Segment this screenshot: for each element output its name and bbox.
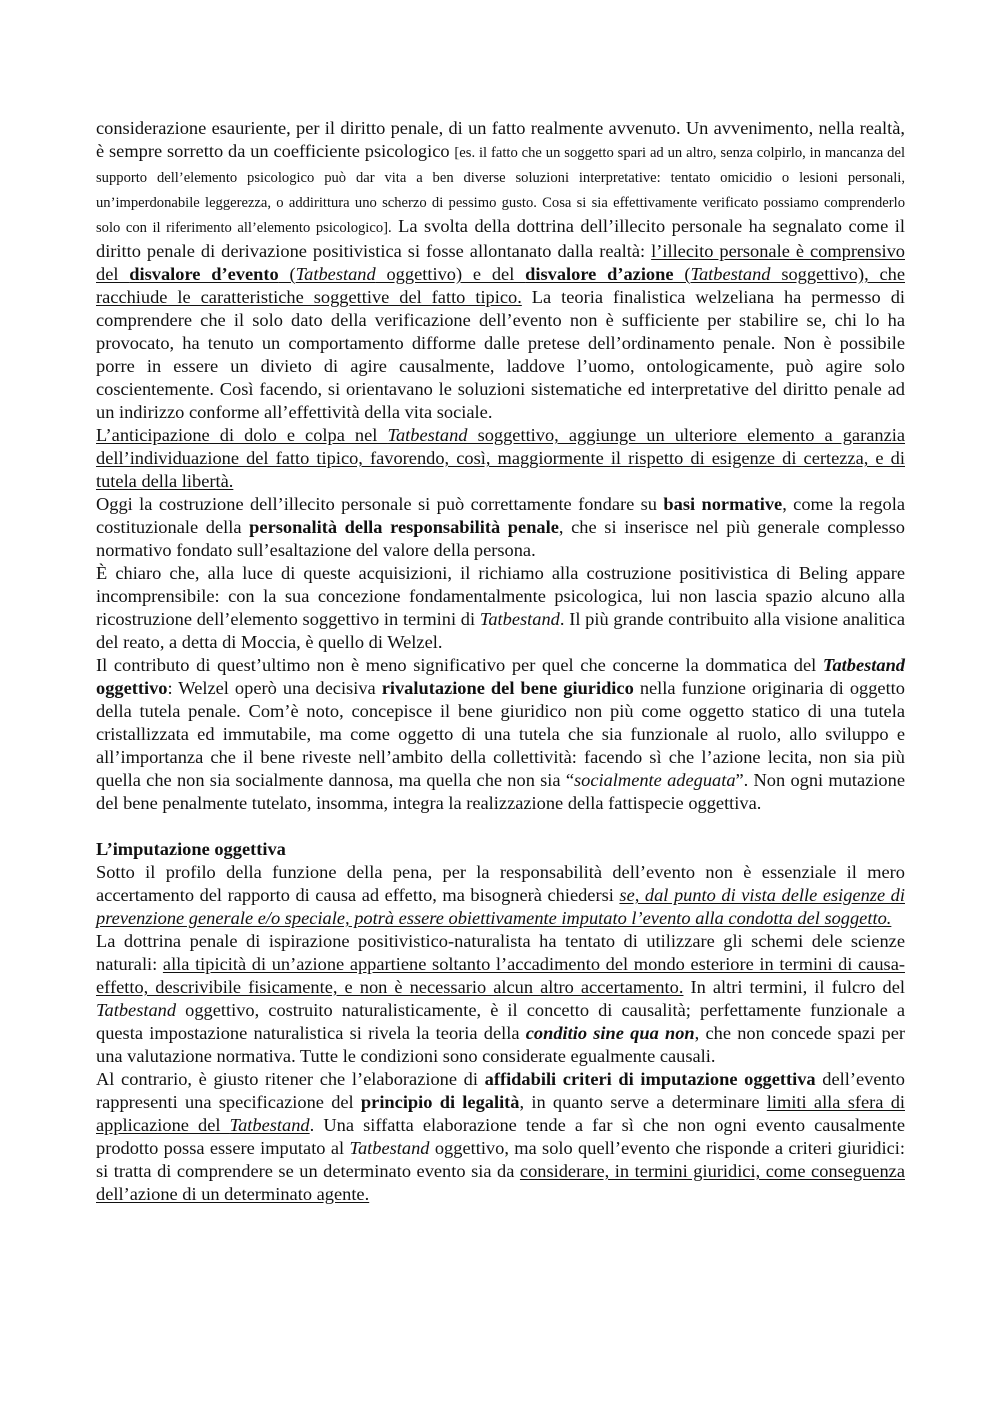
text: oggettivo, costruito naturalisticamente, è il concetto di causalità; perfettamente funzionale a questa impostazione naturalistica si rivela la teoria della: [96, 1000, 905, 1043]
text: soggettivo, aggiunge un ulteriore elemento a garanzia dell’individuazione del fatto tipico, favorendo, così, maggiormente il rispetto di esigenze di certezza, e di tutela della libertà.: [96, 425, 906, 491]
paragraph-3: [96, 493, 905, 562]
text: (: [673, 264, 691, 284]
paragraph-1: [96, 117, 905, 424]
text: Una siffatta elaborazione tende a far sì che non ogni evento causalmente prodotto possa essere imputato al: [96, 1115, 905, 1158]
paragraph-2: [96, 424, 905, 493]
text: l’illecito personale è comprensivo del: [96, 241, 905, 284]
paragraph-7: [96, 930, 905, 1068]
bold-term: affidabili criteri di imputazione oggettiva: [484, 1069, 816, 1089]
text: Al contrario, è giusto ritener che l’elaborazione di: [96, 1069, 485, 1089]
text: , come la regola costituzionale della: [96, 494, 905, 537]
text: È chiaro che, alla luce di queste acquisizioni, il richiamo alla costruzione positivistica di Beling appare incomprensibile: con la sua concezione fondamentalmente psicologica, lui non lascia spazio alcuno alla ricostruzione dell’elemento soggettivo in termini di: [96, 563, 905, 629]
italic-term: Tatbestand: [690, 264, 771, 284]
text: : Welzel operò una decisiva: [167, 678, 382, 698]
bold-term: oggettivo: [96, 678, 168, 698]
paragraph-8: [96, 1068, 905, 1206]
text: L’anticipazione di dolo e colpa nel: [96, 425, 388, 445]
text: La svolta della dottrina dell’illecito personale ha segnalato come il diritto penale di derivazione positivistica si fosse allontanato dalla realtà:: [96, 216, 905, 261]
bold-term: disvalore d’evento: [129, 264, 279, 284]
text: La teoria finalistica welzeliana ha permesso di comprendere che il solo dato della verificazione dell’evento non è sufficiente per stabilire se, chi lo ha provocato, ha tenuto un comportamento difforme dalle pretese dell’ordinamento penale. Non è possibile porre in essere un divieto di agire causalmente, laddove l’uomo, ontologicamente, può agire solo coscientemente. Così facendo, si orientavano le soluzioni sistematiche ed interpretative del diritto penale ad un indirizzo conforme all’effettività della vita sociale.: [96, 287, 905, 422]
italic-term: Tatbestand: [349, 1138, 430, 1158]
text: nella funzione originaria di oggetto della tutela penale. Com’è noto, concepisce il bene giuridico non più come oggetto statico di una tutela cristallizzata ed immutabile, ma come oggetto di una tutela che sia funzionale al ruolo, allo sviluppo e all’importanza che il bene riveste nell’ambito della collettività: facendo sì che l’azione lecita, non sia più quella che non sia socialmente dannosa, ma quella che non sia “: [96, 678, 905, 790]
text: Oggi la costruzione dell’illecito personale si può correttamente fondare su: [96, 494, 664, 514]
text: limiti alla sfera di applicazione del: [96, 1092, 905, 1135]
italic-term: Tatbestand: [295, 264, 376, 284]
text: (: [278, 264, 296, 284]
paragraph-6: [96, 861, 905, 930]
italic-term: Tatbestand: [229, 1115, 310, 1135]
text: ”. Non ogni mutazione del bene penalmente tutelato, insomma, integra la realizzazione della fattispecie oggettiva.: [96, 770, 905, 813]
text: La dottrina penale di ispirazione positivistico-naturalista ha tentato di utilizzare gli schemi dele scienze naturali:: [96, 931, 905, 974]
document-page: [96, 117, 905, 1206]
underlined-passage: alla tipicità di un’azione appartiene soltanto l’accadimento del mondo esteriore in termini di causa-effetto, descrivibile fisicamente, e non è necessario alcun altro accertamento.: [96, 954, 905, 997]
text: dell’evento rappresenti una specificazione del: [96, 1069, 905, 1112]
text: oggettivo, ma solo quell’evento che risponde a criteri giuridici: si tratta di comprendere se un determinato evento sia da: [96, 1138, 905, 1181]
underlined-passage: considerare, in termini giuridici, come conseguenza dell’azione di un determinato agente.: [96, 1161, 905, 1204]
text: In altri termini, il fulcro del: [683, 977, 905, 997]
text: soggettivo), che racchiude le caratteristiche soggettive del fatto tipico.: [96, 264, 905, 307]
italic-term: Tatbestand: [479, 609, 560, 629]
text: oggettivo) e del: [375, 264, 526, 284]
text: , in quanto serve a determinare: [519, 1092, 767, 1112]
italic-term: Tatbestand: [96, 1000, 177, 1020]
text: Il contributo di quest’ultimo non è meno significativo per quel che concerne la dommatica del: [96, 655, 823, 675]
bold-term: principio di legalità: [360, 1092, 520, 1112]
bold-italic-term: conditio sine qua non: [525, 1023, 695, 1043]
text: .: [309, 1115, 315, 1135]
text: . Il più grande contribuito alla visione analitica del reato, a detta di Moccia, è quello di Welzel.: [96, 609, 905, 652]
italic-term: socialmente adeguata: [573, 770, 736, 790]
bold-term: disvalore d’azione: [525, 264, 674, 284]
paragraph-4: [96, 562, 905, 654]
bold-term: rivalutazione del bene giuridico: [381, 678, 634, 698]
section-heading: L’imputazione oggettiva: [96, 839, 286, 859]
text: considerazione esauriente, per il diritto penale, di un fatto realmente avvenuto. Un avvenimento, nella realtà, è sempre sorretto da un coefficiente psicologico: [96, 118, 905, 161]
underlined-passage: se, dal punto di vista delle esigenze di prevenzione generale e/o speciale, potrà essere obiettivamente imputato l’evento alla condotta del soggetto.: [96, 885, 905, 928]
bold-italic-term: Tatbestand: [822, 655, 905, 675]
bold-term: basi normative: [663, 494, 783, 514]
paragraph-5: [96, 654, 905, 815]
text: , che si inserisce nel più generale complesso normativo fondato sull’esaltazione del valore della persona.: [96, 517, 905, 560]
bold-term: personalità della responsabilità penale: [249, 517, 559, 537]
text: , che non concede spazi per una valutazione normativa. Tutte le condizioni sono considerate egualmente causali.: [96, 1023, 905, 1066]
italic-term: Tatbestand: [387, 425, 468, 445]
example-note: [es. il fatto che un soggetto spari ad un altro, senza colpirlo, in mancanza del supporto dell’elemento psicologico può dar vita a ben diverse soluzioni interpretative: tentato omicidio o lesioni personali, un’imperdonabile leggerezza, o addirittura uno scherzo di pessimo gusto. Cosa si sia effettivamente verificato possiamo comprenderlo solo con il riferimento all’elemento psicologico].: [96, 145, 905, 236]
text: Sotto il profilo della funzione della pena, per la responsabilità dell’evento non è essenziale il mero accertamento del rapporto di causa ad effetto, ma bisognerà chiedersi: [96, 862, 905, 905]
